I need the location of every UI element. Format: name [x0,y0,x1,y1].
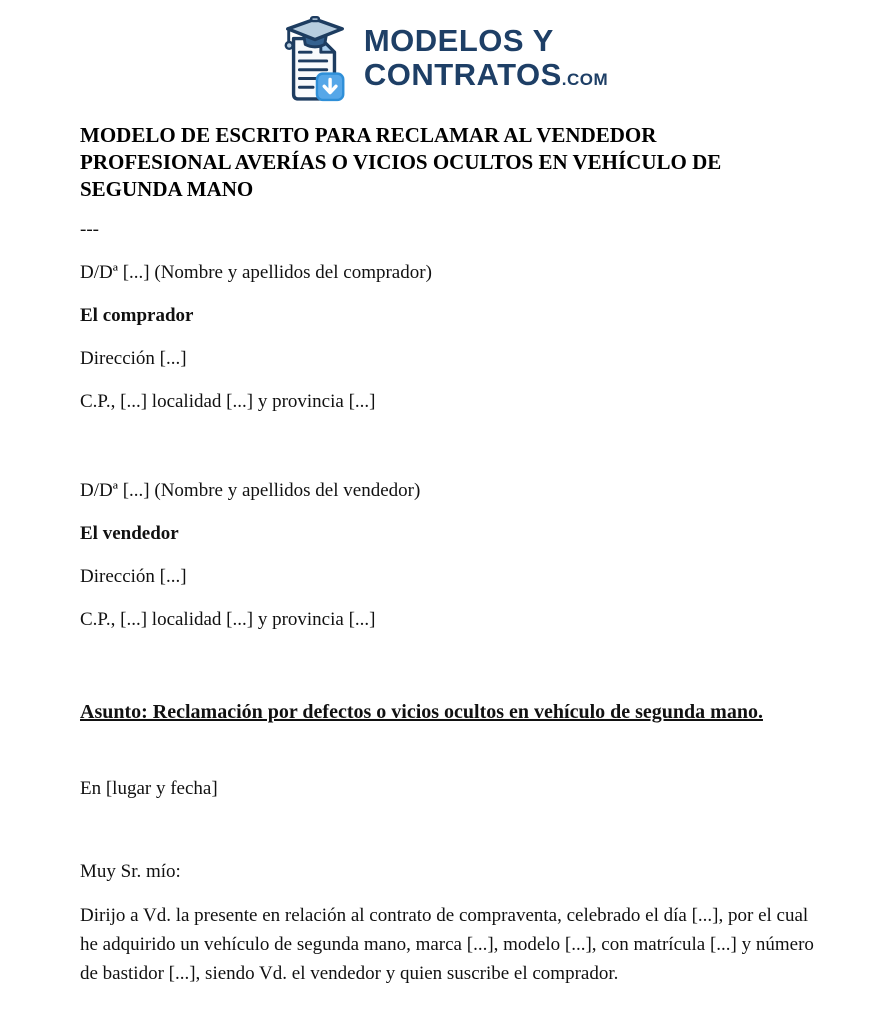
salutation-line: Muy Sr. mío: [80,861,181,882]
buyer-name-line: D/Dª [...] (Nombre y apellidos del comprador) [80,262,432,283]
blank-gap [80,649,830,698]
document-body [80,122,830,988]
site-logo [0,0,886,108]
place-date-line: En [lugar y fecha] [80,778,218,799]
logo-line2: CONTRATOS.COM [363,56,609,92]
buyer-city-line: C.P., [...] localidad [...] y provincia [...] [80,391,376,412]
seller-name-line: D/Dª [...] (Nombre y apellidos del vendedor) [80,480,421,501]
subject-line: Asunto: Reclamación por defectos o vicios ocultos en vehículo de segunda mano. [80,701,763,723]
buyer-address-line: Dirección [...] [80,348,187,369]
logo-wordmark [364,24,608,97]
blank-gap [80,742,830,775]
logo-document-graduation-download-icon [278,15,352,105]
buyer-role-label: El comprador [80,305,194,326]
blank-gap [80,818,830,858]
seller-role-label: El vendedor [80,523,179,544]
separator-line: --- [80,219,99,240]
logo-tld: .COM [561,69,609,89]
logo-line1: MODELOS Y [363,22,554,58]
document-title: MODELO DE ESCRITO PARA RECLAMAR AL VENDEDOR PROFESIONAL AVERÍAS O VICIOS OCULTOS EN VEHÍCULO DE SEGUNDA MANO [80,123,722,201]
blank-gap [80,431,830,477]
seller-address-line: Dirección [...] [80,566,187,587]
body-paragraph: Dirijo a Vd. la presente en relación al contrato de compraventa, celebrado el día [...], por el cual he adquirido un vehículo de segunda mano, marca [...], modelo [...], con matrícula [...] y número de bastidor [...], siendo Vd. el vendedor y quien suscribe el comprador. [80,905,814,984]
seller-city-line: C.P., [...] localidad [...] y provincia [...] [80,609,376,630]
